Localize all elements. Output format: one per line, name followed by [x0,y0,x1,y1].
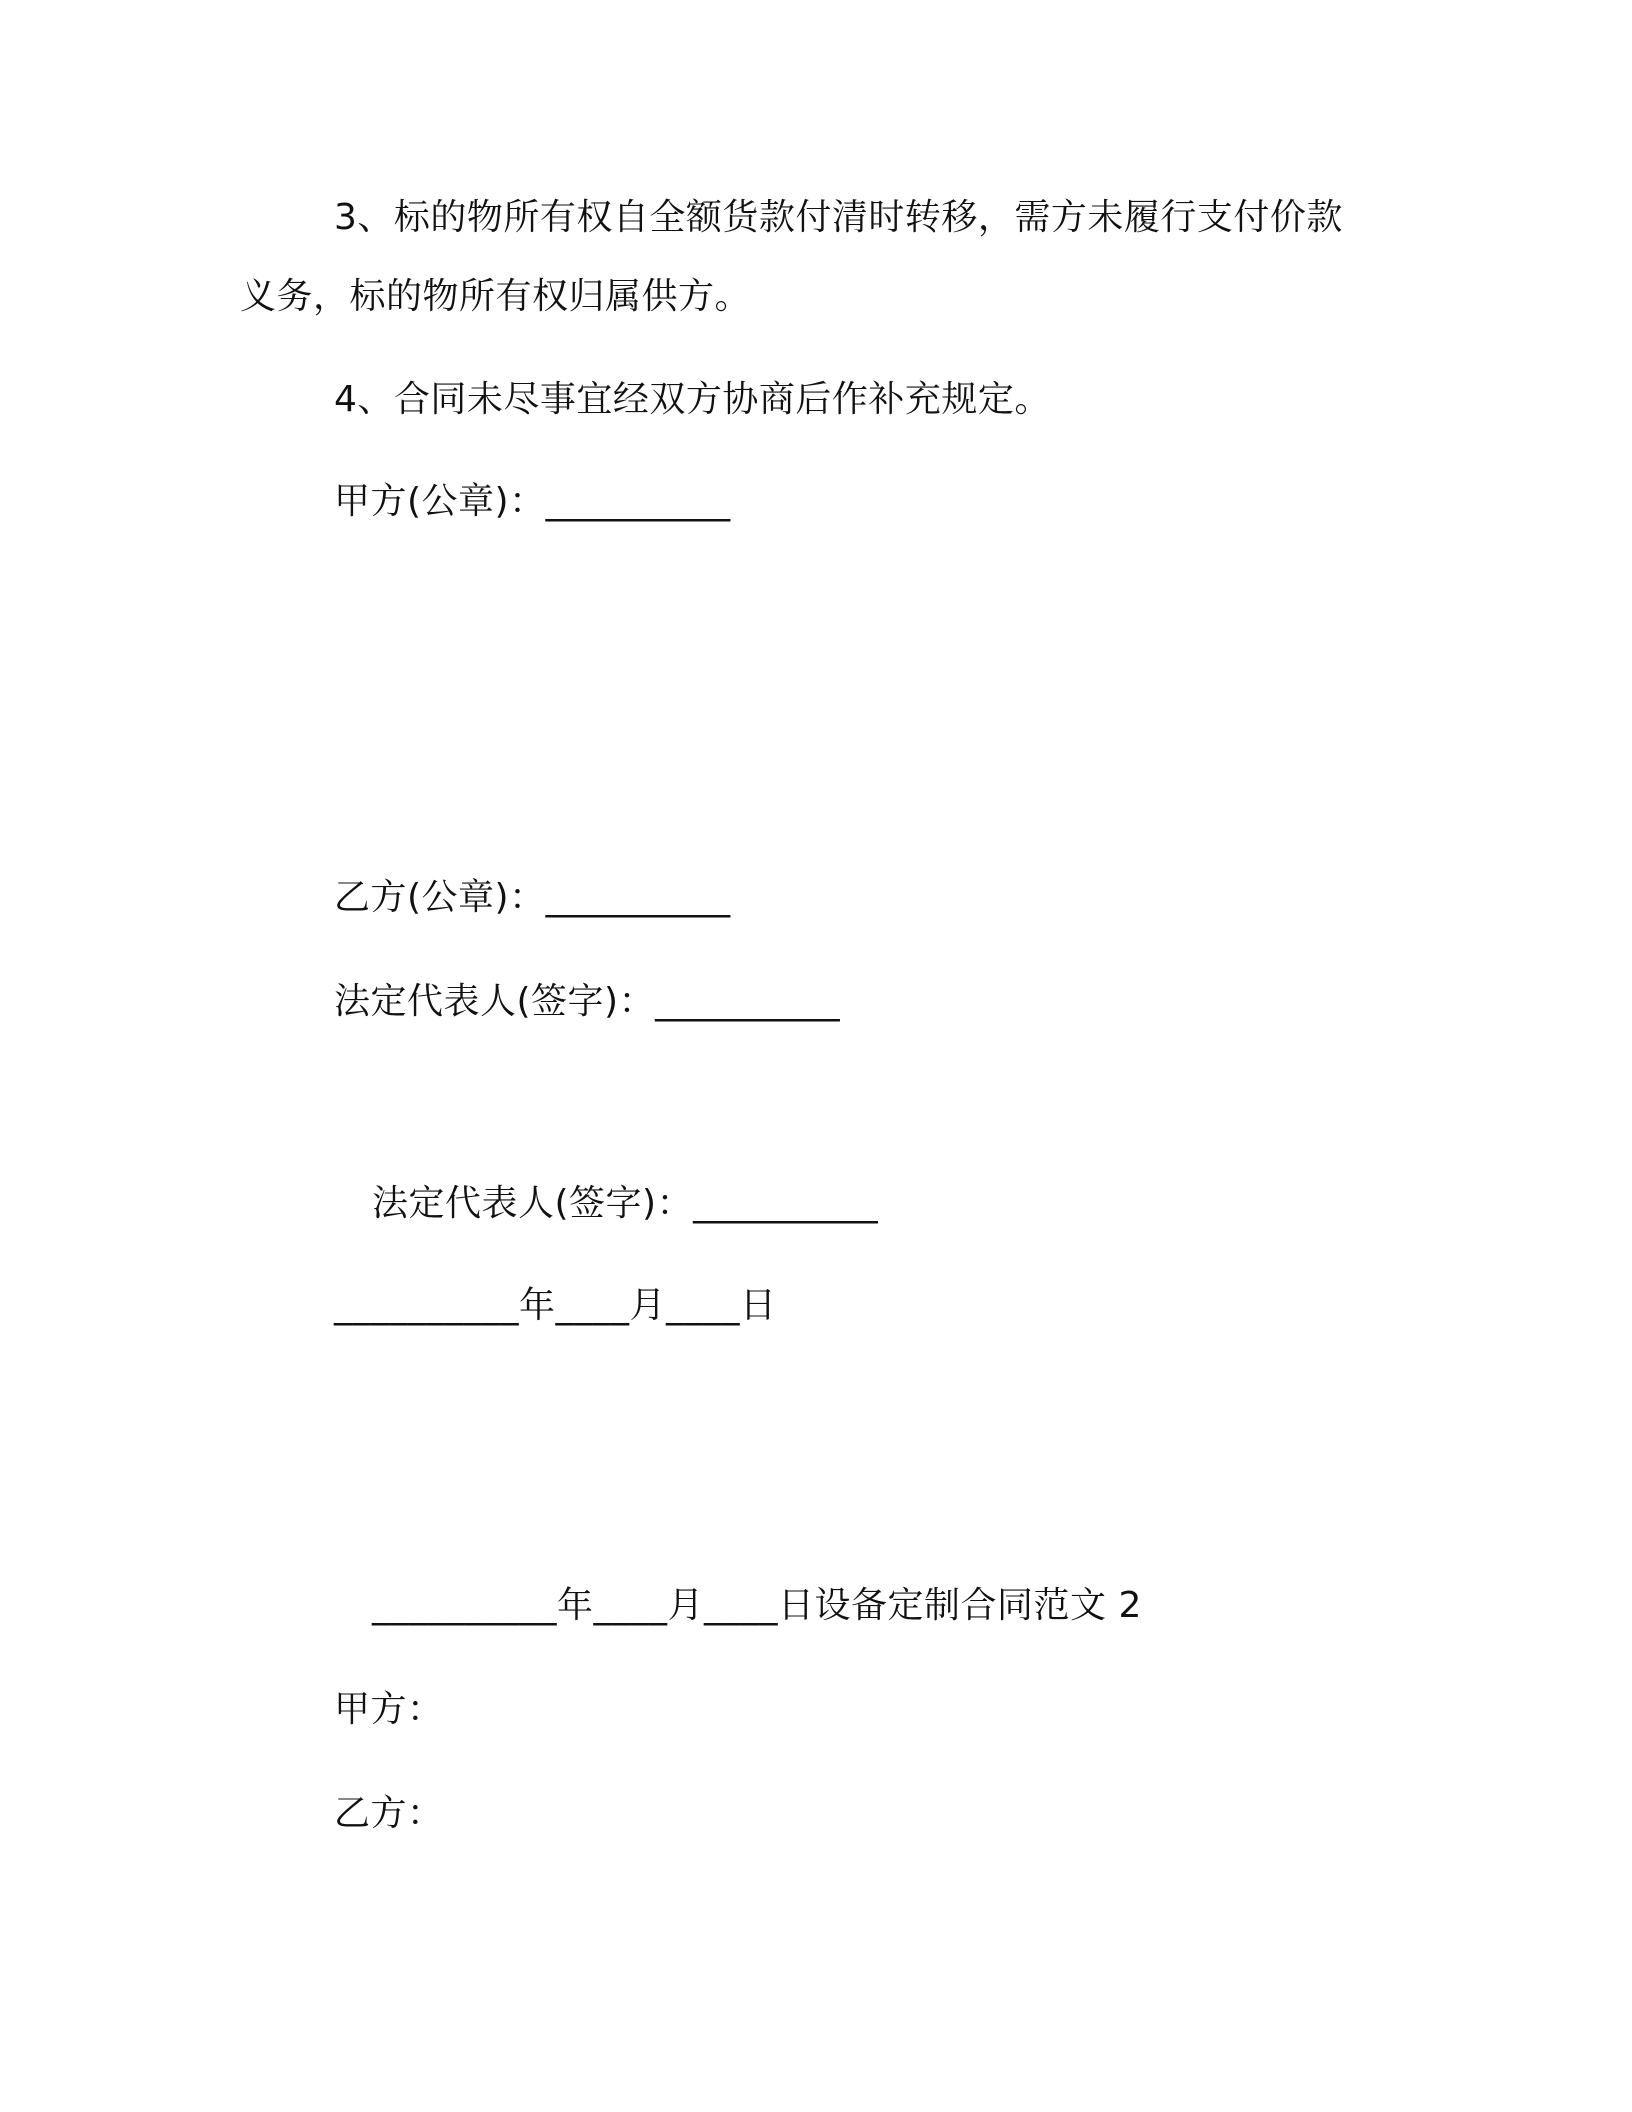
clause-3-line-1: 3、标的物所有权自全额货款付清时转移，需方未履行支付价款 [334,197,1343,238]
party-b-seal-line: 乙方(公章)：__________ [334,877,731,918]
legal-representative-signature-2: 法定代表人(签字)：__________ [372,1183,879,1224]
date-line: __________年____月____日 [334,1285,777,1326]
legal-representative-signature-1: 法定代表人(签字)：__________ [334,981,841,1022]
clause-4: 4、合同未尽事宜经双方协商后作补充规定。 [334,379,1051,420]
clause-3-line-2: 义务，标的物所有权归属供方。 [240,276,752,317]
party-a-seal-line: 甲方(公章)：__________ [334,481,731,522]
party-a-label: 甲方： [334,1689,444,1730]
next-contract-title: __________年____月____日设备定制合同范文 2 [372,1585,1142,1626]
party-b-label: 乙方： [334,1793,444,1834]
